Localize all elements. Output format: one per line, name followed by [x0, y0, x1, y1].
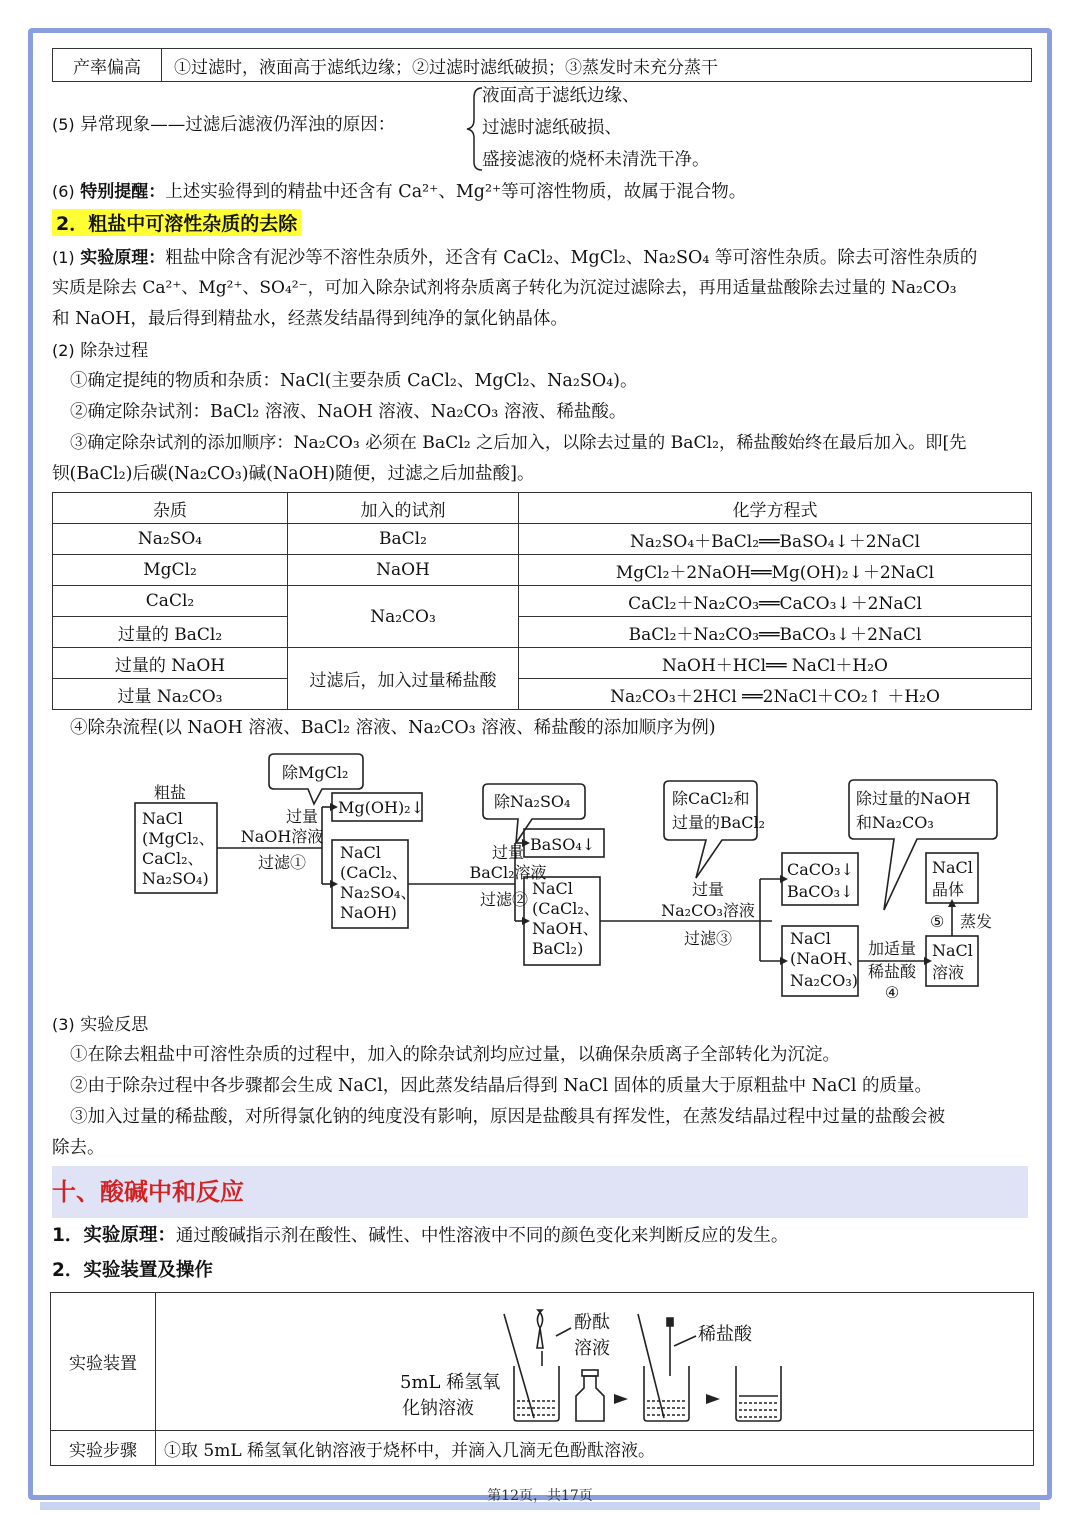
apparatus-image-cell	[156, 1293, 1034, 1431]
flow-ppt3-line: CaCO₃↓	[787, 860, 854, 879]
flow-step1-line: NaOH溶液	[240, 827, 324, 846]
yield-label: 产率偏高	[53, 49, 162, 82]
reflection-line-4: 除去。	[52, 1138, 105, 1158]
section10-apparatus-num: 2．	[52, 1260, 84, 1281]
flow-box1-line: CaCl₂、	[142, 849, 204, 868]
flow-box1-line: NaCl	[142, 809, 183, 828]
reagent-cell: Na₂CO₃	[288, 586, 519, 648]
section10-principle	[52, 1220, 788, 1252]
principle-text-3: 和 NaOH，最后得到精盐水，经蒸发结晶得到纯净的氯化钠晶体。	[52, 309, 568, 329]
reminder-line	[52, 176, 746, 208]
flow-box3-line: (CaCl₂、	[532, 899, 600, 918]
principle-title: 实验原理：	[80, 248, 166, 268]
section10-principle-text: 通过酸碱指示剂在酸性、碱性、中性溶液中不同的颜色变化来判断反应的发生。	[175, 1226, 789, 1246]
impurity-cell: CaCl₂	[53, 586, 288, 617]
flow-bubble3-line: 除CaCl₂和	[672, 789, 750, 808]
naoh-label-line: 化钠溶液	[402, 1398, 474, 1419]
reminder-title: 特别提醒：	[80, 182, 166, 202]
impurity-cell: Na₂SO₄	[53, 524, 288, 555]
reminder-num: (6)	[52, 182, 75, 201]
reflection-line-3: ③加入过量的稀盐酸，对所得氯化钠的纯度没有影响，原因是盐酸具有挥发性，在蒸发结晶过程中过量的盐酸会被	[70, 1107, 945, 1127]
abnormal-reason-2: 过滤时滤纸破损、	[482, 118, 622, 138]
flow-bubble4-line: 和Na₂CO₃	[856, 813, 934, 832]
abnormal-reason-1: 液面高于滤纸边缘、	[482, 86, 640, 106]
page-footer: 第12页，共17页	[487, 1488, 593, 1504]
flow-step1-line: 过量	[285, 807, 319, 826]
flow-box5-line: NaCl	[932, 941, 973, 960]
process-step-3: ③确定除杂试剂的添加顺序：Na₂CO₃ 必须在 BaCl₂ 之后加入，以除去过量的 BaCl₂，稀盐酸始终在最后加入。即[先	[70, 433, 967, 453]
flow-ppt1: Mg(OH)₂↓	[338, 798, 424, 817]
naoh-label-line: 5mL 稀氢氧	[400, 1372, 501, 1393]
process-step-1: ①确定提纯的物质和杂质：NaCl(主要杂质 CaCl₂、MgCl₂、Na₂SO₄)。	[70, 371, 638, 391]
yield-value: ①过滤时，液面高于滤纸边缘；②过滤时滤纸破损；③蒸发时未充分蒸干	[162, 49, 1032, 82]
flow-bubble2: 除Na₂SO₄	[494, 792, 571, 811]
flow-box2-line: NaCl	[340, 843, 381, 862]
equation-cell: MgCl₂＋2NaOH══Mg(OH)₂↓＋2NaCl	[519, 555, 1032, 586]
flow-crude-label: 粗盐	[154, 783, 187, 802]
flow-step4-line: ④	[884, 983, 900, 1002]
flow-box3-line: BaCl₂)	[532, 939, 584, 958]
equation-cell: CaCl₂＋Na₂CO₃══CaCO₃↓＋2NaCl	[519, 586, 1032, 617]
section10-principle-num: 1．	[52, 1225, 84, 1246]
flow-bubble4-line: 除过量的NaOH	[856, 789, 971, 808]
reagent-cell: BaCl₂	[288, 524, 519, 555]
section10-heading: 十、酸碱中和反应	[52, 1166, 1028, 1218]
abnormal-text: 异常现象——过滤后滤液仍浑浊的原因：	[80, 115, 396, 135]
steps-row-label: 实验步骤	[51, 1431, 156, 1466]
process-step-3b: 钡(BaCl₂)后碳(Na₂CO₃)碱(NaOH)随便，过滤之后加盐酸]。	[52, 464, 535, 484]
section10-apparatus-heading	[52, 1255, 213, 1286]
flow-step5-line: 蒸发	[960, 912, 993, 931]
principle-num: (1)	[52, 248, 75, 267]
hcl-label: 稀盐酸	[698, 1324, 752, 1345]
flow-box6-line: 晶体	[932, 880, 965, 899]
process-num: (2)	[52, 341, 75, 360]
flow-step3-line: 过量	[691, 880, 725, 899]
equation-cell: Na₂SO₄＋BaCl₂══BaSO₄↓＋2NaCl	[519, 524, 1032, 555]
flow-box4-line: Na₂CO₃)	[790, 971, 858, 990]
flow-ppt2: BaSO₄↓	[530, 835, 596, 854]
flow-box1-line: Na₂SO₄)	[142, 869, 209, 888]
flow-box5-line: 溶液	[932, 963, 965, 982]
process-title: 除杂过程	[80, 341, 149, 361]
yield-table	[52, 48, 1032, 82]
flow-step2-line: 过量	[491, 843, 525, 862]
equation-cell: NaOH＋HCl══ NaCl＋H₂O	[519, 648, 1032, 679]
flow-box3-line: NaCl	[532, 879, 573, 898]
section2-heading-wrap	[52, 209, 301, 236]
beaker-apparatus-diagram	[396, 1296, 916, 1426]
apparatus-table	[50, 1292, 1034, 1466]
purification-flowchart	[132, 750, 1012, 1005]
reminder-text: 上述实验得到的精盐中还含有 Ca²⁺、Mg²⁺等可溶性物质，故属于混合物。	[165, 182, 747, 202]
section10-apparatus-title: 实验装置及操作	[83, 1260, 213, 1281]
reagent-cell: NaOH	[288, 555, 519, 586]
phenol-label-line: 溶液	[574, 1338, 610, 1359]
flow-step2-line: BaCl₂溶液	[469, 863, 547, 882]
principle-text-2: 实质是除去 Ca²⁺、Mg²⁺、SO₄²⁻，可加入除杂试剂将杂质离子转化为沉淀过滤除去，再用适量盐酸除去过量的 Na₂CO₃	[52, 278, 957, 298]
flow-bubble1: 除MgCl₂	[282, 763, 349, 782]
flow-box3-line: NaOH、	[532, 919, 599, 938]
abnormal-reason-3: 盛接滤液的烧杯未清洗干净。	[482, 150, 710, 170]
principle-line-1	[52, 242, 977, 274]
reflection-heading	[52, 1009, 148, 1041]
flow-box4-line: NaCl	[790, 929, 831, 948]
reagent-table	[52, 492, 1032, 710]
flow-box2-line: NaOH)	[340, 903, 397, 922]
reflection-title: 实验反思	[80, 1015, 149, 1035]
flow-box4-line: (NaOH、	[790, 949, 863, 968]
flow-step4-line: 加适量	[867, 939, 917, 958]
impurity-cell: 过量 Na₂CO₃	[53, 679, 288, 710]
section10-principle-title: 实验原理：	[83, 1225, 176, 1246]
principle-text-1: 粗盐中除含有泥沙等不溶性杂质外，还含有 CaCl₂、MgCl₂、Na₂SO₄ 等可溶性杂质。除去可溶性杂质的	[165, 248, 978, 268]
reflection-line-1: ①在除去粗盐中可溶性杂质的过程中，加入的除杂试剂均应过量，以确保杂质离子全部转化为沉淀。	[70, 1045, 840, 1065]
reagent-cell: 过滤后，加入过量稀盐酸	[288, 648, 519, 710]
flow-step5-line: ⑤	[930, 912, 945, 931]
flow-step1-line: 过滤①	[257, 853, 307, 872]
impurity-cell: 过量的 BaCl₂	[53, 617, 288, 648]
flow-step2-line: 过滤②	[479, 890, 529, 909]
flow-step3-line: Na₂CO₃溶液	[661, 901, 755, 920]
process-step-2: ②确定除杂试剂：BaCl₂ 溶液、NaOH 溶液、Na₂CO₃ 溶液、稀盐酸。	[70, 402, 627, 422]
col-header-impurity: 杂质	[53, 493, 288, 524]
equation-cell: Na₂CO₃＋2HCl ══2NaCl＋CO₂↑ ＋H₂O	[519, 679, 1032, 710]
flow-box1-line: (MgCl₂、	[142, 829, 215, 848]
abnormal-num: (5)	[52, 115, 75, 134]
flow-bubble3-line: 过量的BaCl₂	[672, 813, 766, 832]
equation-cell: BaCl₂＋Na₂CO₃══BaCO₃↓＋2NaCl	[519, 617, 1032, 648]
col-header-reagent: 加入的试剂	[288, 493, 519, 524]
reflection-num: (3)	[52, 1015, 75, 1034]
flow-box6-line: NaCl	[932, 858, 973, 877]
flow-step3-line: 过滤③	[683, 929, 733, 948]
flow-caption: ④除杂流程(以 NaOH 溶液、BaCl₂ 溶液、Na₂CO₃ 溶液、稀盐酸的添加顺序为例)	[70, 718, 716, 738]
reflection-line-2: ②由于除杂过程中各步骤都会生成 NaCl，因此蒸发结晶后得到 NaCl 固体的质量大于原粗盐中 NaCl 的质量。	[70, 1076, 933, 1096]
flow-box2-line: Na₂SO₄、	[340, 883, 417, 902]
flow-step4-line: 稀盐酸	[867, 962, 917, 981]
steps-row-value: ①取 5mL 稀氢氧化钠溶液于烧杯中，并滴入几滴无色酚酞溶液。	[156, 1431, 1034, 1466]
phenol-label-line: 酚酞	[574, 1312, 610, 1333]
impurity-cell: MgCl₂	[53, 555, 288, 586]
section2-heading: 2．粗盐中可溶性杂质的去除	[52, 209, 301, 236]
flow-box2-line: (CaCl₂、	[340, 863, 408, 882]
process-heading	[52, 335, 148, 367]
abnormal-line	[52, 109, 395, 141]
apparatus-row-label: 实验装置	[51, 1293, 156, 1431]
flow-ppt3-line: BaCO₃↓	[787, 882, 854, 901]
impurity-cell: 过量的 NaOH	[53, 648, 288, 679]
col-header-equation: 化学方程式	[519, 493, 1032, 524]
brace-icon	[464, 84, 484, 174]
